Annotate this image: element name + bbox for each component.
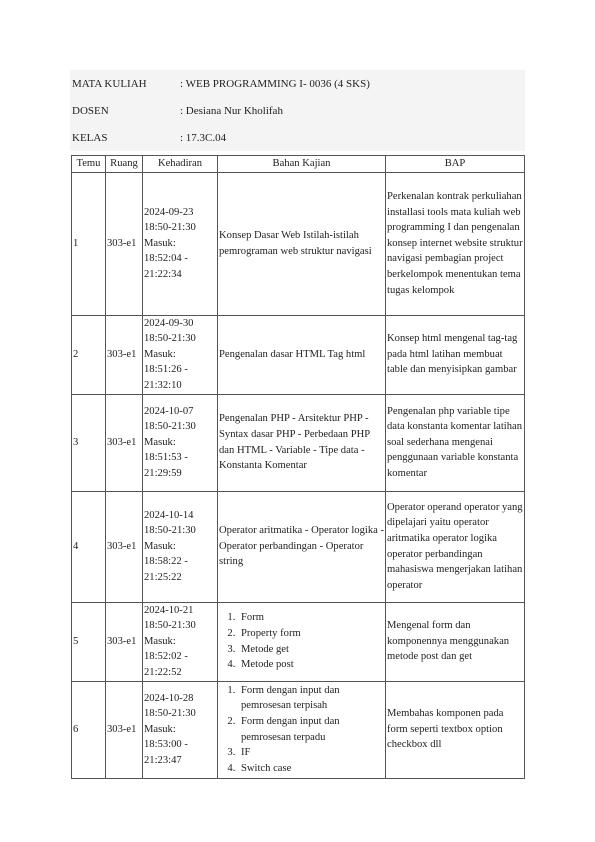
cell-temu: 2 — [72, 315, 106, 394]
cell-temu: 6 — [72, 681, 106, 778]
cell-bahan-kajian: Konsep Dasar Web Istilah-istilah pemrograman web struktur navigasi — [218, 172, 386, 315]
kehadiran-line: 18:58:22 - — [144, 556, 188, 568]
kehadiran-line: 2024-10-14 — [144, 509, 194, 521]
kehadiran-line: 18:52:02 - — [144, 651, 188, 663]
cell-bap: Mengenal form dan komponennya menggunakan metode post dan get — [386, 602, 525, 681]
topic-list-item: 4. Metode post — [238, 657, 384, 673]
kehadiran-line: 18:50-21:30 — [144, 708, 196, 720]
kehadiran-line: 18:51:53 - — [144, 452, 188, 464]
kehadiran-line: 21:22:34 — [144, 268, 182, 280]
info-label: MATA KULIAH — [72, 77, 147, 90]
kehadiran-line: 18:51:26 - — [144, 364, 188, 376]
kehadiran-line: 2024-10-21 — [144, 604, 194, 616]
cell-temu: 5 — [72, 602, 106, 681]
info-value: : Desiana Nur Kholifah — [180, 104, 283, 117]
cell-bahan-kajian: Pengenalan PHP - Arsitektur PHP - Syntax dasar PHP - Perbedaan PHP dan HTML - Variable - Tipe data - Konstanta Komentar — [218, 394, 386, 491]
kehadiran-line: Masuk: — [144, 723, 176, 735]
cell-ruang: 303-e1 — [106, 681, 143, 778]
cell-temu: 1 — [72, 172, 106, 315]
column-header-bahan-kajian: Bahan Kajian — [218, 156, 386, 173]
kehadiran-line: 18:53:00 - — [144, 739, 188, 751]
kehadiran-line: 2024-09-23 — [144, 206, 194, 218]
topic-list-item: 1. Form dengan input dan pemrosesan terpisah — [238, 683, 384, 714]
info-label: DOSEN — [72, 104, 109, 117]
cell-ruang: 303-e1 — [106, 315, 143, 394]
kehadiran-line: 18:50-21:30 — [144, 222, 196, 234]
kehadiran-line: 21:32:10 — [144, 379, 182, 391]
kehadiran-line: Masuk: — [144, 237, 176, 249]
cell-kehadiran — [143, 602, 218, 681]
column-header-ruang: Ruang — [106, 156, 143, 173]
cell-bap: Operator operand operator yang dipelajari yaitu operator aritmatika operator logika operator perbandingan mahasiswa mengerjakan latihan operator — [386, 491, 525, 602]
table-row — [72, 394, 525, 491]
cell-ruang: 303-e1 — [106, 602, 143, 681]
topic-list-item: 3. IF — [238, 745, 384, 761]
info-value: : WEB PROGRAMMING I- 0036 (4 SKS) — [180, 77, 370, 90]
kehadiran-line: 2024-10-07 — [144, 405, 194, 417]
cell-temu: 4 — [72, 491, 106, 602]
kehadiran-line: 21:29:59 — [144, 467, 182, 479]
kehadiran-line: 2024-10-28 — [144, 692, 194, 704]
cell-kehadiran — [143, 491, 218, 602]
kehadiran-line: 18:50-21:30 — [144, 620, 196, 632]
cell-bap: Perkenalan kontrak perkuliahan installasi tools mata kuliah web programming I dan pengenalan konsep internet website struktur navigasi pembagian project berkelompok menentukan tema tugas kelompok — [386, 172, 525, 315]
kehadiran-line: Masuk: — [144, 348, 176, 360]
cell-bap: Konsep html mengenal tag-tag pada html latihan membuat table dan menyisipkan gambar — [386, 315, 525, 394]
column-header-temu: Temu — [72, 156, 106, 173]
kehadiran-line: 18:52:04 - — [144, 253, 188, 265]
topic-list — [219, 683, 384, 777]
topic-list-item: 3. Metode get — [238, 642, 384, 658]
cell-bahan-kajian — [218, 602, 386, 681]
topic-list-item: 2. Property form — [238, 626, 384, 642]
cell-ruang: 303-e1 — [106, 172, 143, 315]
info-value: : 17.3C.04 — [180, 131, 227, 144]
topic-list-item: 4. Switch case — [238, 761, 384, 777]
topic-list-item: 2. Form dengan input dan pemrosesan terpadu — [238, 714, 384, 745]
kehadiran-line: 18:50-21:30 — [144, 333, 196, 345]
info-label: KELAS — [72, 131, 108, 144]
column-header-bap: BAP — [386, 156, 525, 173]
cell-ruang: 303-e1 — [106, 491, 143, 602]
attendance-table — [71, 155, 525, 779]
cell-kehadiran — [143, 315, 218, 394]
cell-kehadiran — [143, 681, 218, 778]
table-row — [72, 315, 525, 394]
cell-ruang: 303-e1 — [106, 394, 143, 491]
kehadiran-line: Masuk: — [144, 540, 176, 552]
topic-list — [219, 610, 384, 672]
table-row — [72, 602, 525, 681]
topic-list-item: 1. Form — [238, 610, 384, 626]
info-row-course — [70, 70, 525, 97]
cell-bap: Pengenalan php variable tipe data konstanta komentar latihan soal sederhana mengenai penggunaan variable konstanta komentar — [386, 394, 525, 491]
info-row-class — [70, 124, 525, 151]
table-row — [72, 681, 525, 778]
info-row-lecturer — [70, 97, 525, 124]
cell-bahan-kajian: Operator aritmatika - Operator logika - Operator perbandingan - Operator string — [218, 491, 386, 602]
kehadiran-line: 18:50-21:30 — [144, 525, 196, 537]
kehadiran-line: 18:50-21:30 — [144, 421, 196, 433]
course-info — [70, 70, 525, 151]
cell-kehadiran — [143, 172, 218, 315]
table-row — [72, 491, 525, 602]
kehadiran-line: 21:23:47 — [144, 754, 182, 766]
kehadiran-line: 21:22:52 — [144, 666, 182, 678]
cell-kehadiran — [143, 394, 218, 491]
kehadiran-line: Masuk: — [144, 436, 176, 448]
table-row — [72, 172, 525, 315]
cell-temu: 3 — [72, 394, 106, 491]
kehadiran-line: 21:25:22 — [144, 571, 182, 583]
kehadiran-line: Masuk: — [144, 635, 176, 647]
column-header-kehadiran: Kehadiran — [143, 156, 218, 173]
cell-bahan-kajian — [218, 681, 386, 778]
table-header-row — [72, 156, 525, 173]
kehadiran-line: 2024-09-30 — [144, 317, 194, 329]
cell-bap: Membahas komponen pada form seperti textbox option checkbox dll — [386, 681, 525, 778]
cell-bahan-kajian: Pengenalan dasar HTML Tag html — [218, 315, 386, 394]
